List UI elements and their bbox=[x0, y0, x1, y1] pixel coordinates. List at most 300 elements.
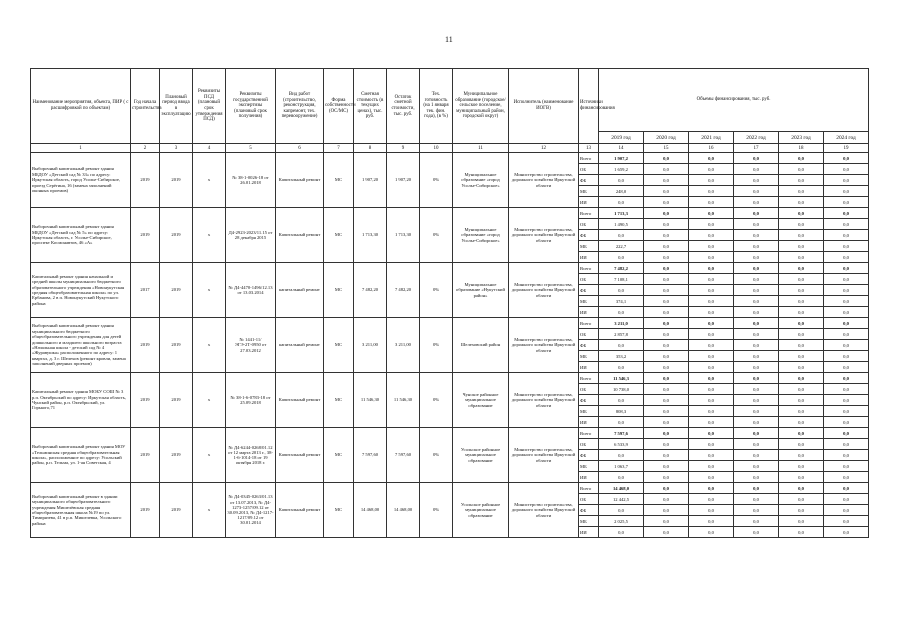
column-header: Год начала строительства bbox=[131, 69, 160, 144]
source-label: МБ bbox=[579, 296, 599, 307]
table-row bbox=[31, 428, 869, 439]
funding-value: 0,0 bbox=[644, 428, 689, 439]
funding-value: 0,0 bbox=[734, 230, 779, 241]
funding-value: 0,0 bbox=[644, 219, 689, 230]
funding-value: 0,0 bbox=[689, 164, 734, 175]
funding-value: 0,0 bbox=[824, 219, 869, 230]
column-header: Вид работ (строительство, реконструкция, капремонт, тех. перевооружение) bbox=[276, 69, 324, 144]
column-header: Муниципальное образование (городское/сельское поселение, муниципальный район, городской округ) bbox=[453, 69, 509, 144]
column-header: Форма собственности (ОС/МС) bbox=[324, 69, 354, 144]
source-label: ФБ bbox=[579, 230, 599, 241]
funding-value: 0,0 bbox=[824, 230, 869, 241]
funding-value: 0,0 bbox=[734, 472, 779, 483]
funding-value: 0,0 bbox=[599, 230, 644, 241]
funding-value: 0,0 bbox=[734, 494, 779, 505]
funding-value: 0,0 bbox=[734, 428, 779, 439]
column-number: 16 bbox=[689, 144, 734, 153]
funding-value: 0,0 bbox=[689, 494, 734, 505]
funding-value: 0,0 bbox=[779, 494, 824, 505]
funding-value: 0,0 bbox=[644, 461, 689, 472]
funding-value: 0,0 bbox=[599, 340, 644, 351]
cell-rest: 1 907,20 bbox=[387, 153, 420, 208]
funding-value: 0,0 bbox=[599, 362, 644, 373]
column-number: 9 bbox=[387, 144, 420, 153]
funding-value: 0,0 bbox=[644, 274, 689, 285]
funding-value: 0,0 bbox=[644, 230, 689, 241]
funding-value: 0,0 bbox=[689, 340, 734, 351]
source-label: ИИ bbox=[579, 417, 599, 428]
source-label: ФБ bbox=[579, 395, 599, 406]
cell-rest: 11 546,30 bbox=[387, 373, 420, 428]
column-number: 5 bbox=[226, 144, 276, 153]
funding-value: 0,0 bbox=[734, 406, 779, 417]
funding-value: 0,0 bbox=[824, 505, 869, 516]
page-bottom bbox=[30, 635, 40, 637]
source-label: МБ bbox=[579, 461, 599, 472]
source-label: МБ bbox=[579, 351, 599, 362]
funding-value: 0,0 bbox=[689, 285, 734, 296]
cell-name: Капитальный ремонт здания МОБУ СОШ № 3 р.п. Октябрьский по адресу: Иркутская область, Чунский район, р.п. Октябрьский, ул. Горького,71 bbox=[31, 373, 131, 428]
cell-exam: № 1441-11/ЭГЭ-2Т-0950 от 27.03.2012 bbox=[226, 318, 276, 373]
cell-end: 2019 bbox=[160, 153, 193, 208]
funding-value: 2 025,5 bbox=[599, 516, 644, 527]
funding-value: 0,0 bbox=[779, 483, 824, 494]
cell-end: 2019 bbox=[160, 483, 193, 538]
cell-psd: х bbox=[193, 318, 226, 373]
funding-value: 0,0 bbox=[689, 296, 734, 307]
funding-value: 12 442,5 bbox=[599, 494, 644, 505]
table-header bbox=[31, 69, 869, 153]
funding-value: 0,0 bbox=[824, 450, 869, 461]
cell-rest: 14 468,00 bbox=[387, 483, 420, 538]
funding-value: 0,0 bbox=[734, 274, 779, 285]
funding-value: 0,0 bbox=[689, 417, 734, 428]
column-number-row bbox=[31, 144, 869, 153]
funding-value: 0,0 bbox=[734, 395, 779, 406]
funding-value: 0,0 bbox=[689, 472, 734, 483]
source-label: Всего bbox=[579, 153, 599, 164]
cell-cost: 1 907,20 bbox=[354, 153, 387, 208]
funding-value: 0,0 bbox=[734, 307, 779, 318]
funding-value: 7 597,6 bbox=[599, 428, 644, 439]
cell-own: МС bbox=[324, 318, 354, 373]
source-label: ФБ bbox=[579, 175, 599, 186]
funding-value: 0,0 bbox=[599, 285, 644, 296]
cell-exam: № 38-1-0026-18 от 26.01.2018 bbox=[226, 153, 276, 208]
year-header: 2022 год bbox=[734, 132, 779, 144]
funding-value: 1 490,5 bbox=[599, 219, 644, 230]
funding-value: 0,0 bbox=[824, 417, 869, 428]
year-header: 2020 год bbox=[644, 132, 689, 144]
funding-value: 0,0 bbox=[734, 175, 779, 186]
table-body bbox=[31, 153, 869, 538]
source-label: Всего bbox=[579, 428, 599, 439]
funding-value: 0,0 bbox=[779, 362, 824, 373]
cell-cost: 1 713,30 bbox=[354, 208, 387, 263]
cell-cost: 14 468,00 bbox=[354, 483, 387, 538]
column-header: Реквизиты государственной экспертизы (плановый срок получения) bbox=[226, 69, 276, 144]
source-label: Всего bbox=[579, 208, 599, 219]
column-header: Наименование мероприятия, объекта, ПИР ( с расшифровкой по объектам) bbox=[31, 69, 131, 144]
cell-start: 2019 bbox=[131, 318, 160, 373]
cell-exec: Министерство строительства, дорожного хозяйства Иркутской области bbox=[509, 428, 579, 483]
source-label: МБ bbox=[579, 241, 599, 252]
funding-value: 0,0 bbox=[824, 329, 869, 340]
funding-value: 7 482,2 bbox=[599, 263, 644, 274]
cell-mo: Шелеховский район bbox=[453, 318, 509, 373]
source-label: ОБ bbox=[579, 329, 599, 340]
funding-value: 0,0 bbox=[824, 274, 869, 285]
column-header: Тех. готовность (на 1 января тек. фин. года), (в %) bbox=[420, 69, 453, 144]
funding-value: 0,0 bbox=[644, 318, 689, 329]
cell-name: Капитальный ремонт здания начальной и средней школы муниципального бюджетного образовательного учреждения «Новонукутская средняя общеобразовательная школа» по ул. Ербанова, 2 в п. Новонукутский Нукутского района bbox=[31, 263, 131, 318]
funding-value: 0,0 bbox=[779, 395, 824, 406]
funding-value: 0,0 bbox=[734, 527, 779, 538]
funding-value: 0,0 bbox=[599, 307, 644, 318]
funding-value: 0,0 bbox=[734, 219, 779, 230]
funding-value: 0,0 bbox=[689, 230, 734, 241]
funding-value: 0,0 bbox=[824, 296, 869, 307]
funding-value: 0,0 bbox=[824, 208, 869, 219]
cell-cost: 11 546,30 bbox=[354, 373, 387, 428]
funding-value: 0,0 bbox=[644, 208, 689, 219]
funding-value: 0,0 bbox=[734, 318, 779, 329]
funding-value: 0,0 bbox=[824, 516, 869, 527]
funding-value: 0,0 bbox=[824, 439, 869, 450]
source-label: ИИ bbox=[579, 307, 599, 318]
funding-value: 0,0 bbox=[644, 307, 689, 318]
funding-value: 0,0 bbox=[644, 351, 689, 362]
funding-value: 0,0 bbox=[734, 505, 779, 516]
funding-value: 0,0 bbox=[644, 439, 689, 450]
funding-value: 0,0 bbox=[824, 263, 869, 274]
cell-start: 2019 bbox=[131, 483, 160, 538]
funding-value: 10 738,0 bbox=[599, 384, 644, 395]
column-number: 6 bbox=[276, 144, 324, 153]
funding-value: 0,0 bbox=[779, 153, 824, 164]
cell-mo: Усольское районное муниципальное образование bbox=[453, 483, 509, 538]
cell-exam: № Д4-0345-0263/01.13 от 13.07.2013, № Д4-1273-1257/09.12 от 30.09.2013, № Д4-1217-1217/09.12 от 30.01.2014 bbox=[226, 483, 276, 538]
cell-psd: х bbox=[193, 208, 226, 263]
funding-value: 0,0 bbox=[824, 362, 869, 373]
funding-value: 0,0 bbox=[644, 450, 689, 461]
cell-name: Выборочный капитальный ремонт здания муниципального бюджетного общеобразовательного учреждения для детей дошкольного и младшего школьного возраста «Начальная школа - детский сад № 4 «Журавушка» расположенного по адресу: 1 квартал, д. 3 г. Шелехов (ремонт кровли, замена заполнений дверных проемов) bbox=[31, 318, 131, 373]
funding-value: 0,0 bbox=[779, 164, 824, 175]
funding-value: 0,0 bbox=[689, 307, 734, 318]
column-number: 7 bbox=[324, 144, 354, 153]
funding-value: 0,0 bbox=[824, 428, 869, 439]
funding-value: 0,0 bbox=[779, 461, 824, 472]
year-header: 2019 год bbox=[599, 132, 644, 144]
funding-value: 0,0 bbox=[689, 461, 734, 472]
year-header: 2024 год bbox=[824, 132, 869, 144]
table-row bbox=[31, 153, 869, 164]
funding-value: 0,0 bbox=[689, 428, 734, 439]
funding-value: 0,0 bbox=[779, 175, 824, 186]
funding-value: 0,0 bbox=[689, 153, 734, 164]
funding-value: 0,0 bbox=[734, 197, 779, 208]
funding-value: 0,0 bbox=[689, 219, 734, 230]
funding-value: 0,0 bbox=[599, 450, 644, 461]
funding-value: 0,0 bbox=[779, 252, 824, 263]
cell-work: Капитальный ремонт bbox=[276, 428, 324, 483]
funding-value: 0,0 bbox=[779, 263, 824, 274]
funding-value: 0,0 bbox=[779, 296, 824, 307]
funding-value: 0,0 bbox=[779, 505, 824, 516]
funding-value: 0,0 bbox=[599, 197, 644, 208]
cell-start: 2017 bbox=[131, 263, 160, 318]
source-label: ОБ bbox=[579, 219, 599, 230]
funding-value: 0,0 bbox=[644, 285, 689, 296]
cell-work: Капитальный ремонт bbox=[276, 373, 324, 428]
column-header: Источники финансирования bbox=[579, 69, 599, 144]
funding-value: 0,0 bbox=[689, 274, 734, 285]
cell-end: 2019 bbox=[160, 318, 193, 373]
cell-work: Капитальный ремонт bbox=[276, 153, 324, 208]
source-label: ОБ bbox=[579, 439, 599, 450]
cell-exec: Министерство строительства, дорожного хозяйства Иркутской области bbox=[509, 373, 579, 428]
cell-rest: 1 713,30 bbox=[387, 208, 420, 263]
table-row bbox=[31, 483, 869, 494]
funding-value: 0,0 bbox=[779, 340, 824, 351]
funding-value: 222,7 bbox=[599, 241, 644, 252]
funding-value: 0,0 bbox=[644, 483, 689, 494]
cell-psd: х bbox=[193, 483, 226, 538]
funding-value: 7 108,1 bbox=[599, 274, 644, 285]
column-number: 18 bbox=[779, 144, 824, 153]
cell-name: Выборочный капитальный ремонт здания МОУ «Тельминская средняя общеобразовательная школа», расположенное по адресу: Усольский район, р.п. Тельма, ул. 1-ая Советская, 4 bbox=[31, 428, 131, 483]
column-number: 12 bbox=[509, 144, 579, 153]
column-number: 17 bbox=[734, 144, 779, 153]
source-label: Всего bbox=[579, 483, 599, 494]
funding-value: 0,0 bbox=[689, 329, 734, 340]
cell-own: МС bbox=[324, 373, 354, 428]
funding-value: 374,1 bbox=[599, 296, 644, 307]
source-label: ОБ bbox=[579, 494, 599, 505]
funding-value: 0,0 bbox=[689, 516, 734, 527]
cell-exam: № Д4-4470-1496/12.13 от 13.03.2014 bbox=[226, 263, 276, 318]
cell-ready: 0% bbox=[420, 373, 453, 428]
table-row bbox=[31, 263, 869, 274]
funding-value: 0,0 bbox=[734, 296, 779, 307]
year-header: 2023 год bbox=[779, 132, 824, 144]
cell-ready: 0% bbox=[420, 483, 453, 538]
cell-start: 2019 bbox=[131, 428, 160, 483]
funding-value: 0,0 bbox=[734, 252, 779, 263]
funding-value: 0,0 bbox=[644, 384, 689, 395]
funding-value: 0,0 bbox=[779, 351, 824, 362]
funding-value: 0,0 bbox=[689, 186, 734, 197]
funding-value: 0,0 bbox=[644, 186, 689, 197]
funding-value: 0,0 bbox=[779, 208, 824, 219]
funding-value: 1 659,2 bbox=[599, 164, 644, 175]
funding-value: 3 211,0 bbox=[599, 318, 644, 329]
table-row bbox=[31, 318, 869, 329]
cell-own: МС bbox=[324, 428, 354, 483]
funding-value: 2 857,8 bbox=[599, 329, 644, 340]
column-number: 3 bbox=[160, 144, 193, 153]
funding-value: 0,0 bbox=[824, 384, 869, 395]
column-number: 15 bbox=[644, 144, 689, 153]
funding-value: 0,0 bbox=[644, 395, 689, 406]
source-label: МБ bbox=[579, 406, 599, 417]
cell-own: МС bbox=[324, 208, 354, 263]
source-label: МБ bbox=[579, 186, 599, 197]
funding-value: 0,0 bbox=[734, 417, 779, 428]
funding-value: 0,0 bbox=[734, 450, 779, 461]
source-label: ИИ bbox=[579, 252, 599, 263]
funding-value: 0,0 bbox=[824, 285, 869, 296]
funding-value: 0,0 bbox=[779, 439, 824, 450]
source-label: ОБ bbox=[579, 274, 599, 285]
cell-name: Выборочный капитальный ремонт в здании муниципального общеобразовательного учреждения Мишелёвская средняя общеобразовательная школа №19 по ул. Тимирязева, 41 в р.п. Мишелевка, Усольского района bbox=[31, 483, 131, 538]
funding-value: 0,0 bbox=[734, 461, 779, 472]
cell-psd: х bbox=[193, 373, 226, 428]
source-label: ИИ bbox=[579, 527, 599, 538]
funding-value: 0,0 bbox=[689, 252, 734, 263]
source-label: ФБ bbox=[579, 450, 599, 461]
source-label: ИИ bbox=[579, 197, 599, 208]
funding-value: 353,2 bbox=[599, 351, 644, 362]
funding-header: Объемы финансирования, тыс. руб. bbox=[599, 69, 869, 132]
funding-value: 0,0 bbox=[779, 318, 824, 329]
cell-start: 2019 bbox=[131, 373, 160, 428]
funding-value: 0,0 bbox=[644, 197, 689, 208]
table-row bbox=[31, 208, 869, 219]
funding-value: 0,0 bbox=[689, 175, 734, 186]
cell-cost: 7 482,20 bbox=[354, 263, 387, 318]
source-label: ФБ bbox=[579, 505, 599, 516]
funding-value: 11 546,3 bbox=[599, 373, 644, 384]
cell-mo: Чунское районное муниципальное образование bbox=[453, 373, 509, 428]
funding-value: 0,0 bbox=[689, 208, 734, 219]
funding-value: 0,0 bbox=[689, 483, 734, 494]
funding-value: 0,0 bbox=[734, 186, 779, 197]
funding-value: 0,0 bbox=[824, 527, 869, 538]
cell-name: Выборочный капитальный ремонт здания МБДОУ «Детский сад № 33» по адресу: Иркутская область, город Усолье-Сибирское, проезд Серёгина, 16 (замена заполнений оконных проемов) bbox=[31, 153, 131, 208]
funding-value: 0,0 bbox=[734, 351, 779, 362]
cell-psd: х bbox=[193, 428, 226, 483]
column-header: Исполнитель (наименование ИОГВ) bbox=[509, 69, 579, 144]
cell-psd: х bbox=[193, 263, 226, 318]
column-number: 4 bbox=[193, 144, 226, 153]
funding-value: 0,0 bbox=[779, 472, 824, 483]
funding-value: 0,0 bbox=[824, 153, 869, 164]
funding-value: 0,0 bbox=[824, 483, 869, 494]
column-number: 10 bbox=[420, 144, 453, 153]
funding-value: 808,3 bbox=[599, 406, 644, 417]
cell-psd: х bbox=[193, 153, 226, 208]
cell-exam: № 38-1-6-0783-18 от 25.09.2018 bbox=[226, 373, 276, 428]
cell-exec: Министерство строительства, дорожного хозяйства Иркутской области bbox=[509, 263, 579, 318]
funding-value: 0,0 bbox=[779, 197, 824, 208]
funding-value: 0,0 bbox=[734, 208, 779, 219]
funding-value: 0,0 bbox=[779, 406, 824, 417]
cell-exec: Министерство строительства, дорожного хозяйства Иркутской области bbox=[509, 483, 579, 538]
cell-end: 2019 bbox=[160, 373, 193, 428]
source-label: Всего bbox=[579, 318, 599, 329]
funding-value: 0,0 bbox=[689, 527, 734, 538]
funding-value: 0,0 bbox=[824, 494, 869, 505]
funding-value: 0,0 bbox=[689, 450, 734, 461]
funding-value: 0,0 bbox=[779, 373, 824, 384]
funding-value: 0,0 bbox=[824, 175, 869, 186]
funding-value: 0,0 bbox=[779, 527, 824, 538]
cell-start: 2019 bbox=[131, 208, 160, 263]
funding-value: 0,0 bbox=[599, 505, 644, 516]
table-row bbox=[31, 373, 869, 384]
funding-value: 0,0 bbox=[734, 329, 779, 340]
funding-value: 0,0 bbox=[779, 428, 824, 439]
funding-value: 0,0 bbox=[734, 439, 779, 450]
cell-work: Капитальный ремонт bbox=[276, 483, 324, 538]
source-label: Всего bbox=[579, 373, 599, 384]
source-label: ИИ bbox=[579, 472, 599, 483]
funding-value: 0,0 bbox=[689, 263, 734, 274]
funding-value: 0,0 bbox=[824, 252, 869, 263]
funding-value: 0,0 bbox=[599, 527, 644, 538]
cell-work: Капитальный ремонт bbox=[276, 208, 324, 263]
column-number: 19 bbox=[824, 144, 869, 153]
funding-value: 1 063,7 bbox=[599, 461, 644, 472]
funding-value: 0,0 bbox=[644, 527, 689, 538]
funding-value: 14 468,0 bbox=[599, 483, 644, 494]
column-number: 8 bbox=[354, 144, 387, 153]
column-number: 14 bbox=[599, 144, 644, 153]
cell-end: 2019 bbox=[160, 428, 193, 483]
cell-exec: Министерство строительства, дорожного хозяйства Иркутской области bbox=[509, 153, 579, 208]
funding-value: 0,0 bbox=[689, 373, 734, 384]
funding-value: 0,0 bbox=[779, 274, 824, 285]
funding-value: 0,0 bbox=[779, 186, 824, 197]
source-label: МБ bbox=[579, 516, 599, 527]
funding-value: 0,0 bbox=[644, 417, 689, 428]
funding-value: 0,0 bbox=[644, 505, 689, 516]
cell-rest: 7 482,20 bbox=[387, 263, 420, 318]
year-header: 2021 год bbox=[689, 132, 734, 144]
cell-own: МС bbox=[324, 263, 354, 318]
cell-cost: 3 211,00 bbox=[354, 318, 387, 373]
funding-value: 0,0 bbox=[644, 153, 689, 164]
cell-work: капитальный ремонт bbox=[276, 318, 324, 373]
funding-value: 0,0 bbox=[779, 230, 824, 241]
funding-value: 0,0 bbox=[824, 395, 869, 406]
funding-value: 0,0 bbox=[644, 329, 689, 340]
funding-value: 0,0 bbox=[689, 395, 734, 406]
funding-value: 0,0 bbox=[734, 362, 779, 373]
funding-value: 0,0 bbox=[779, 219, 824, 230]
source-label: ФБ bbox=[579, 285, 599, 296]
funding-value: 0,0 bbox=[824, 406, 869, 417]
funding-value: 0,0 bbox=[824, 340, 869, 351]
cell-mo: Муниципальное образование «город Усолье-Сибирское» bbox=[453, 208, 509, 263]
financing-table bbox=[30, 68, 869, 538]
funding-value: 0,0 bbox=[689, 197, 734, 208]
funding-value: 0,0 bbox=[644, 340, 689, 351]
cell-cost: 7 597,60 bbox=[354, 428, 387, 483]
funding-value: 0,0 bbox=[779, 285, 824, 296]
funding-value: 0,0 bbox=[644, 373, 689, 384]
funding-value: 0,0 bbox=[779, 241, 824, 252]
funding-value: 0,0 bbox=[734, 340, 779, 351]
funding-value: 0,0 bbox=[644, 164, 689, 175]
funding-value: 0,0 bbox=[644, 472, 689, 483]
funding-value: 0,0 bbox=[644, 362, 689, 373]
source-label: ФБ bbox=[579, 340, 599, 351]
funding-value: 1 907,2 bbox=[599, 153, 644, 164]
cell-end: 2019 bbox=[160, 263, 193, 318]
funding-value: 1 713,3 bbox=[599, 208, 644, 219]
